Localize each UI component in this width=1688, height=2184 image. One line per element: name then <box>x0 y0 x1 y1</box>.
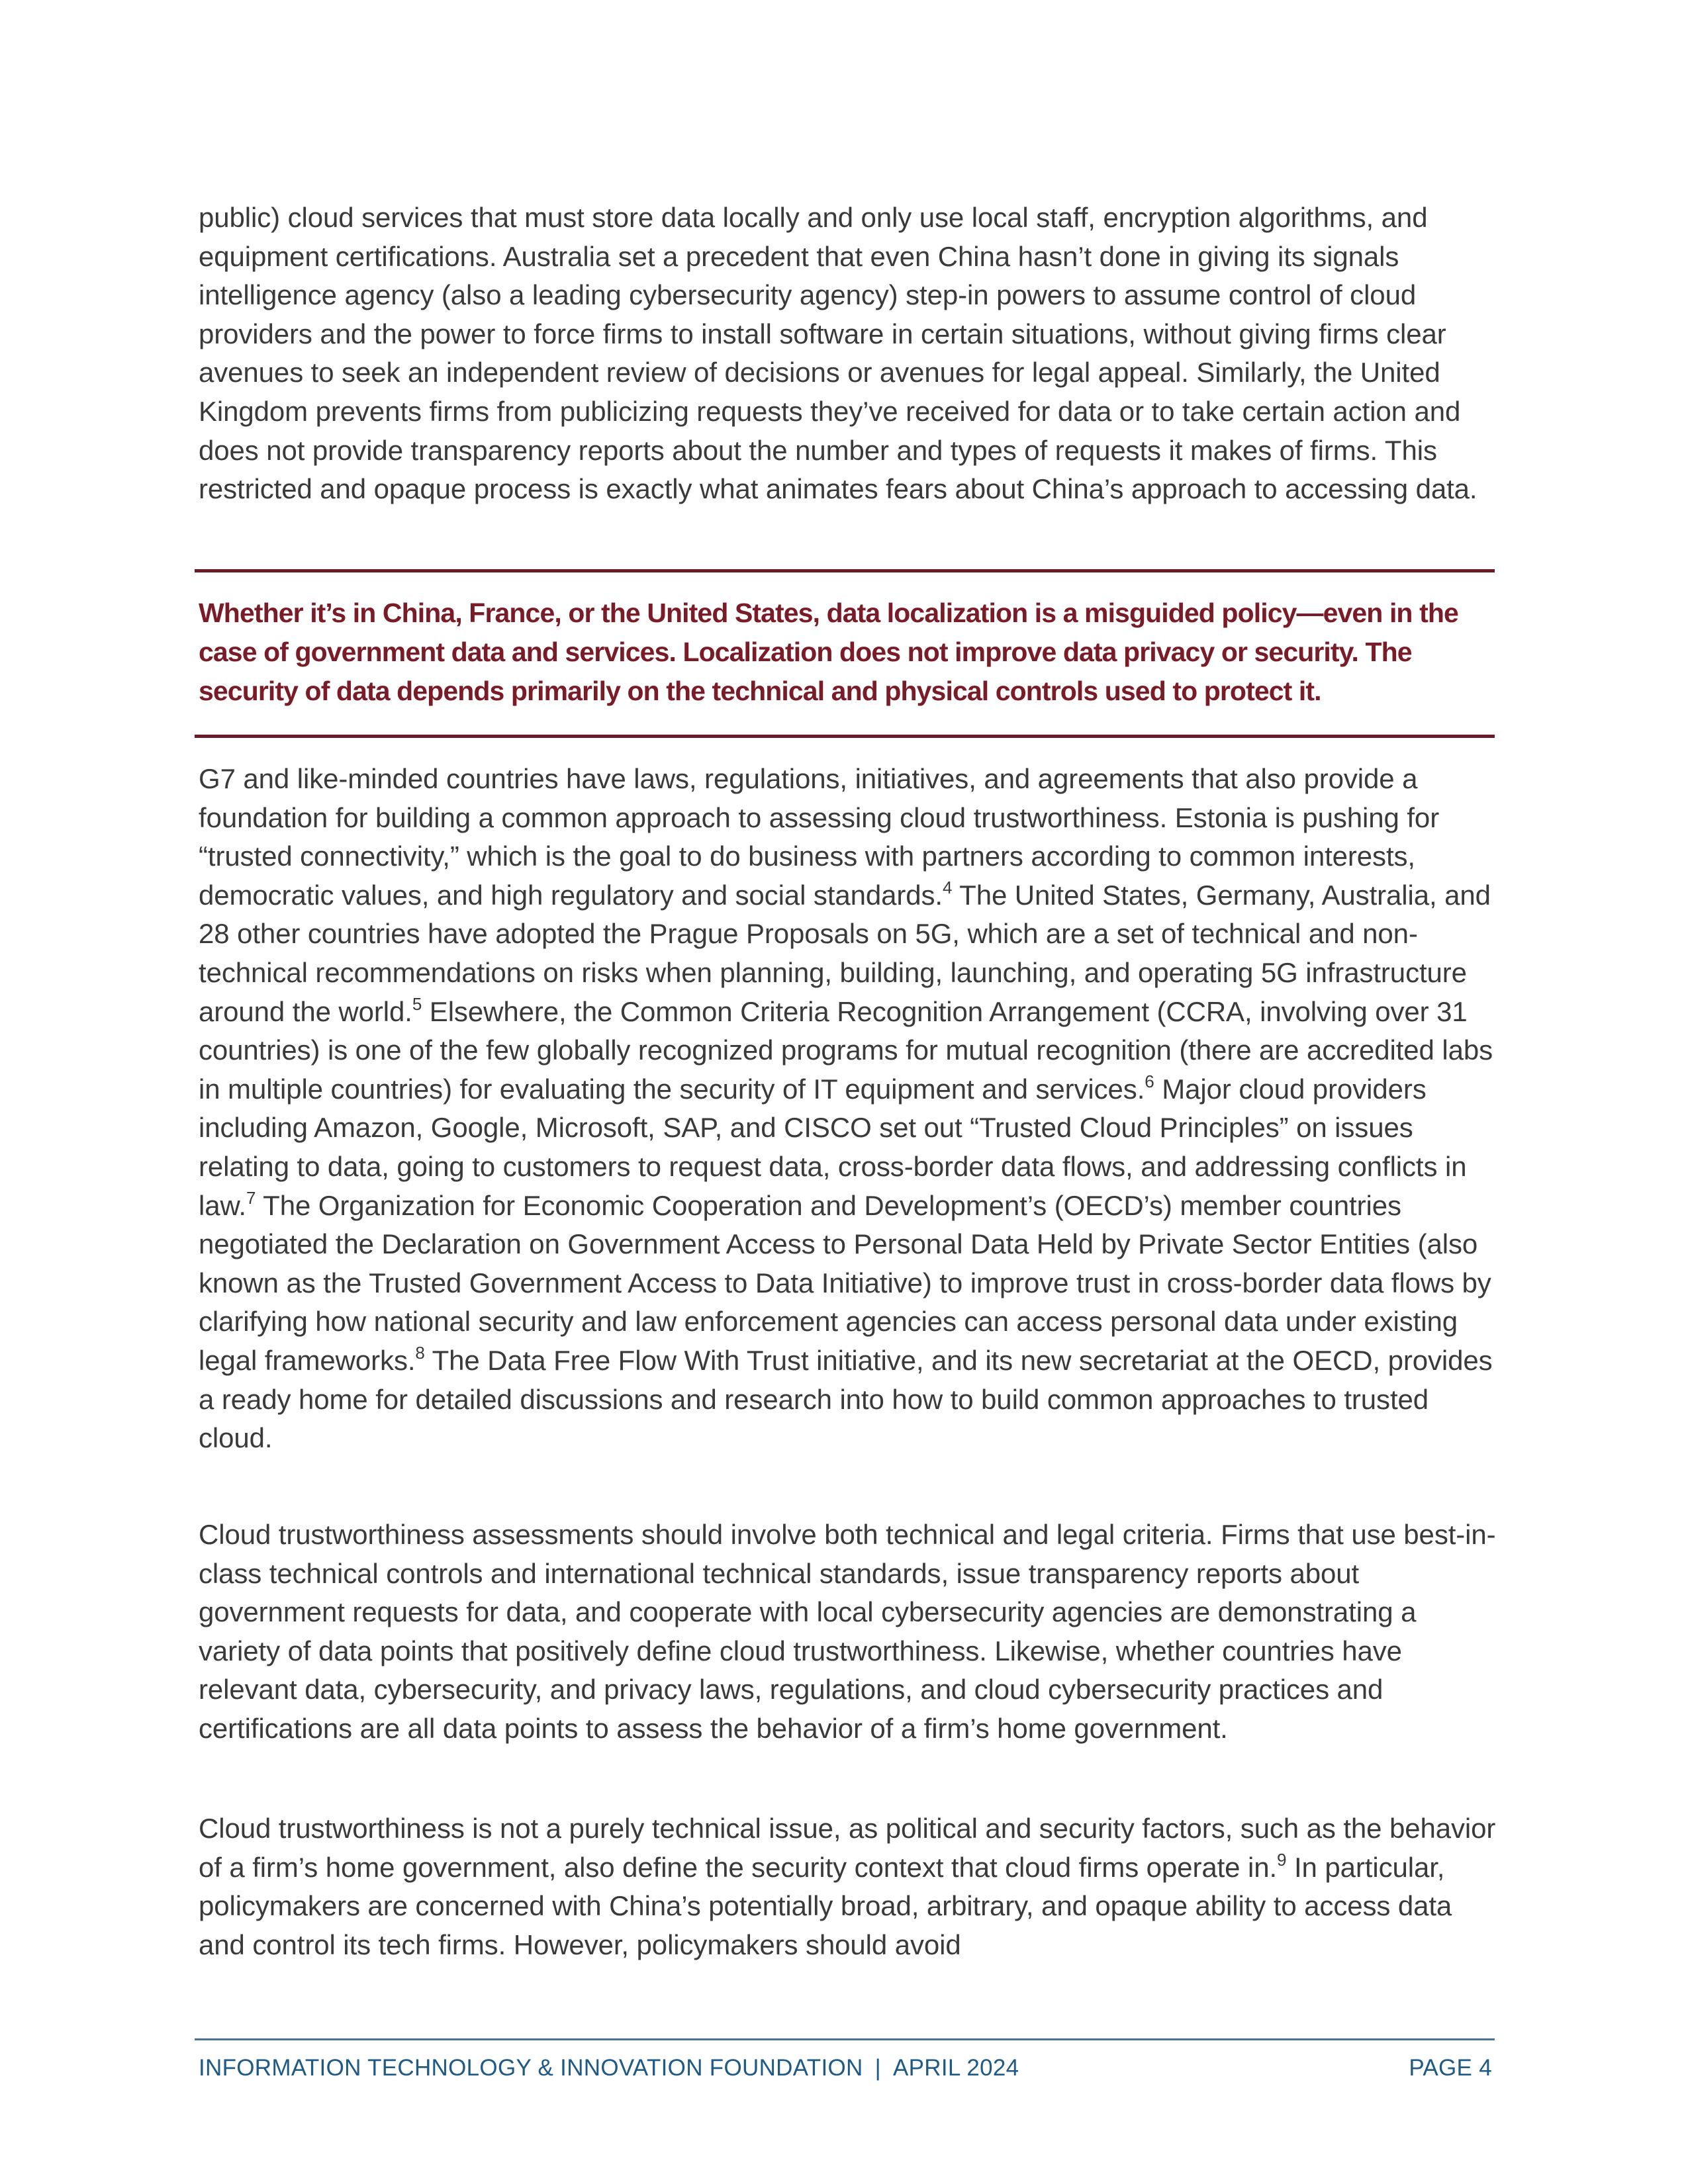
text-segment: Major cloud providers including Amazon, Google, Microsoft, SAP, and CISCO set out “Trusted Cloud Principles” on issues relating to data, going to customers to request data, cross-border data flows, and addressing conflicts in law. <box>199 1073 1467 1221</box>
footnote-ref-4[interactable]: 4 <box>942 877 953 897</box>
body-paragraph-2 <box>199 760 1496 1458</box>
footnote-ref-7[interactable]: 7 <box>246 1187 256 1208</box>
page-footer <box>199 2052 1492 2085</box>
text-segment: The Data Free Flow With Trust initiative, and its new secretariat at the OECD, provides a ready home for detailed discussions and research into how to build common approaches to trusted cloud. <box>199 1344 1493 1454</box>
pull-quote-callout: Whether it’s in China, France, or the United States, data localization is a misguided policy—even in the case of government data and services. Localization does not improve data privacy or security. The security of data depends primarily on the technical and physical controls used to protect it. <box>199 598 1458 706</box>
footer-page-number: PAGE 4 <box>1409 2055 1492 2081</box>
body-paragraph-4 <box>199 1809 1496 1964</box>
footnote-ref-8[interactable]: 8 <box>415 1342 425 1363</box>
text-segment: G7 and like-minded countries have laws, regulations, initiatives, and agreements that also provide a foundation for building a common approach to assessing cloud trustworthiness. Estonia is pushing for “trusted connectivity,” which is the goal to do business with partners according to common interests, democratic values, and high regulatory and social standards. <box>199 763 1440 911</box>
footer-date: APRIL 2024 <box>892 2055 1019 2081</box>
footer-left <box>199 2052 1019 2085</box>
text-segment: Elsewhere, the Common Criteria Recognition Arrangement (CCRA, involving over 31 countries) is one of the few globally recognized programs for mutual recognition (there are accredited labs in multiple countries) for evaluating the security of IT equipment and services. <box>199 995 1493 1105</box>
text-segment: Cloud trustworthiness is not a purely technical issue, as political and security factors, such as the behavior of a firm’s home government, also define the security context that cloud firms operate in. <box>199 1813 1496 1883</box>
callout-top-rule <box>195 569 1495 572</box>
footnote-ref-5[interactable]: 5 <box>412 993 422 1014</box>
body-paragraph-3: Cloud trustworthiness assessments should involve both technical and legal criteria. Firms that use best-in-class technical controls and international technical standards, issue transparency reports about government requests for data, and cooperate with local cybersecurity agencies are demonstrating a variety of data points that positively define cloud trustworthiness. Likewise, whether countries have relevant data, cybersecurity, and privacy laws, regulations, and cloud cybersecurity practices and certifications are all data points to assess the behavior of a firm’s home government. <box>199 1519 1496 1744</box>
footer-separator: | <box>874 2055 881 2081</box>
text-segment: The Organization for Economic Cooperation and Development’s (OECD’s) member countries negotiated the Declaration on Government Access to Personal Data Held by Private Sector Entities (also known as the Trusted Government Access to Data Initiative) to improve trust in cross-border data flows by clarifying how national security and law enforcement agencies can access personal data under existing legal frameworks. <box>199 1189 1491 1376</box>
footnote-ref-6[interactable]: 6 <box>1145 1071 1154 1091</box>
text-segment: The United States, Germany, Australia, and 28 other countries have adopted the Prague Proposals on 5G, which are a set of technical and non-technical recommendations on risks when planning, building, launching, and operating 5G infrastructure around the world. <box>199 879 1491 1027</box>
callout-bottom-rule <box>195 735 1495 738</box>
footer-organization: INFORMATION TECHNOLOGY & INNOVATION FOUNDATION <box>199 2055 863 2081</box>
body-paragraph-1: public) cloud services that must store data locally and only use local staff, encryption algorithms, and equipment certifications. Australia set a precedent that even China hasn’t done in giving its signals intelligence agency (also a leading cybersecurity agency) step-in powers to assume control of cloud providers and the power to force firms to install software in certain situations, without giving firms clear avenues to seek an independent review of decisions or avenues for legal appeal. Similarly, the United Kingdom prevents firms from publicizing requests they’ve received for data or to take certain action and does not provide transparency reports about the number and types of requests it makes of firms. This restricted and opaque process is exactly what animates fears about China’s approach to accessing data. <box>199 202 1477 505</box>
footnote-ref-9[interactable]: 9 <box>1277 1849 1287 1870</box>
text-segment: In particular, policymakers are concerned with China’s potentially broad, arbitrary, and opaque ability to access data and control its tech firms. However, policymakers should avoid <box>199 1851 1452 1960</box>
footer-rule <box>195 2038 1495 2040</box>
